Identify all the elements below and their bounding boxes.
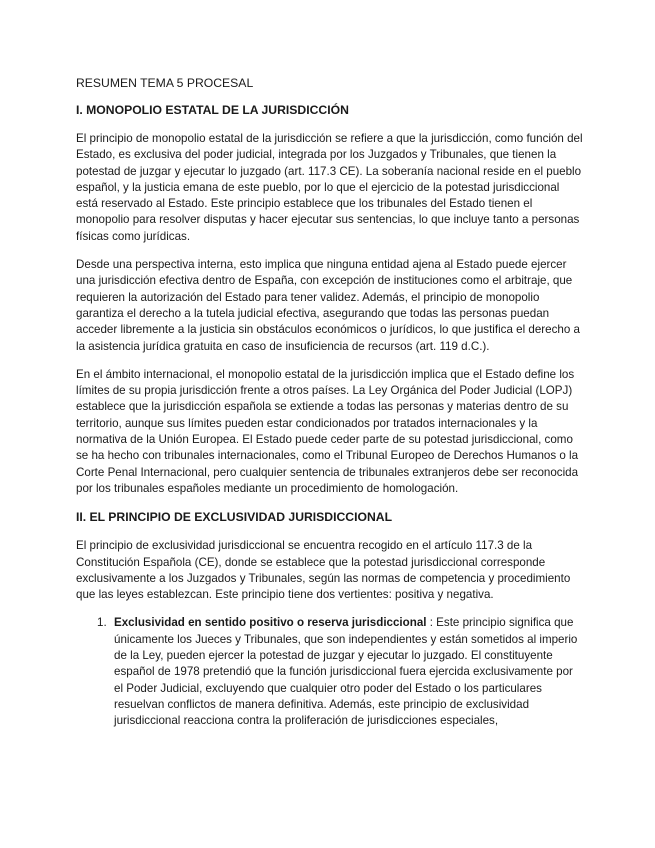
document-title: RESUMEN TEMA 5 PROCESAL	[76, 76, 254, 90]
paragraph: En el ámbito internacional, el monopolio estatal de la jurisdicción implica que el Estado define los límites de su propia jurisdicción frente a otros países. La Ley Orgánica del Poder Judicial (LOPJ) establece que la jurisdicción española se extiende a todas las personas y materias dentro de su territorio, aunque sus límites pueden estar condicionados por tratados internacionales y la normativa de la Unión Europea. El Estado puede ceder parte de su potestad jurisdiccional, como se ha hecho con tribunales internacionales, como el Tribunal Europeo de Derechos Humanos o la Corte Penal Internacional, pero cualquier sentencia de tribunales extranjeros debe ser reconocida por los tribunales españoles mediante un procedimiento de homologación.	[76, 367, 579, 495]
numbered-list	[76, 615, 584, 729]
document-page	[76, 75, 584, 730]
paragraph: El principio de monopolio estatal de la jurisdicción se refiere a que la jurisdicción, como función del Estado, es exclusiva del poder judicial, integrada por los Juzgados y Tribunales, que tienen la potestad de juzgar y ejecutar lo juzgado (art. 117.3 CE). La soberanía nacional reside en el pueblo español, y la justicia emana de este pueblo, por lo que el ejercicio de la potestad jurisdiccional está reservado al Estado. Este principio establece que los tribunales del Estado tienen el monopolio para resolver disputas y hacer ejecutar sus sentencias, lo que incluye tanto a personas físicas como jurídicas.	[76, 132, 583, 243]
list-item-number: 1.	[97, 616, 107, 630]
list-item-text: : Este principio significa que únicamente los Jueces y Tribunales, que son independientes y están sometidos al imperio de la Ley, pueden ejercer la potestad de juzgar y ejecutar lo juzgado. El constituyente español de 1978 pretendió que la función jurisdiccional fuera ejercida exclusivamente por el Poder Judicial, excluyendo que cualquier otro poder del Estado o los particulares resuelvan conflictos de manera definitiva. Además, este principio de exclusividad jurisdiccional reacciona contra la proliferación de jurisdicciones especiales,	[114, 616, 578, 728]
paragraph: El principio de exclusividad jurisdiccional se encuentra recogido en el artículo 117.3 de la Constitución Española (CE), donde se establece que la potestad jurisdiccional corresponde exclusivamente a los Juzgados y Tribunales, según las normas de competencia y procedimiento que las leyes establezcan. Este principio tiene dos vertientes: positiva y negativa.	[76, 539, 571, 602]
section-heading-monopolio: I. MONOPOLIO ESTATAL DE LA JURISDICCIÓN	[76, 103, 349, 117]
paragraph: Desde una perspectiva interna, esto implica que ninguna entidad ajena al Estado puede ejercer una jurisdicción efectiva dentro de España, con excepción de instituciones como el arbitraje, que requieren la autorización del Estado para tener validez. Además, el principio de monopolio garantiza el derecho a la tutela judicial efectiva, asegurando que todas las personas puedan acceder libremente a la justicia sin obstáculos económicos o jurídicos, lo que justifica el derecho a la asistencia jurídica gratuita en caso de insuficiencia de recursos (art. 119 d.C.).	[76, 258, 580, 353]
list-item	[76, 615, 584, 729]
list-item-term: Exclusividad en sentido positivo o reserva jurisdiccional	[114, 616, 427, 630]
section-heading-exclusividad: II. EL PRINCIPIO DE EXCLUSIVIDAD JURISDICCIONAL	[76, 510, 393, 525]
